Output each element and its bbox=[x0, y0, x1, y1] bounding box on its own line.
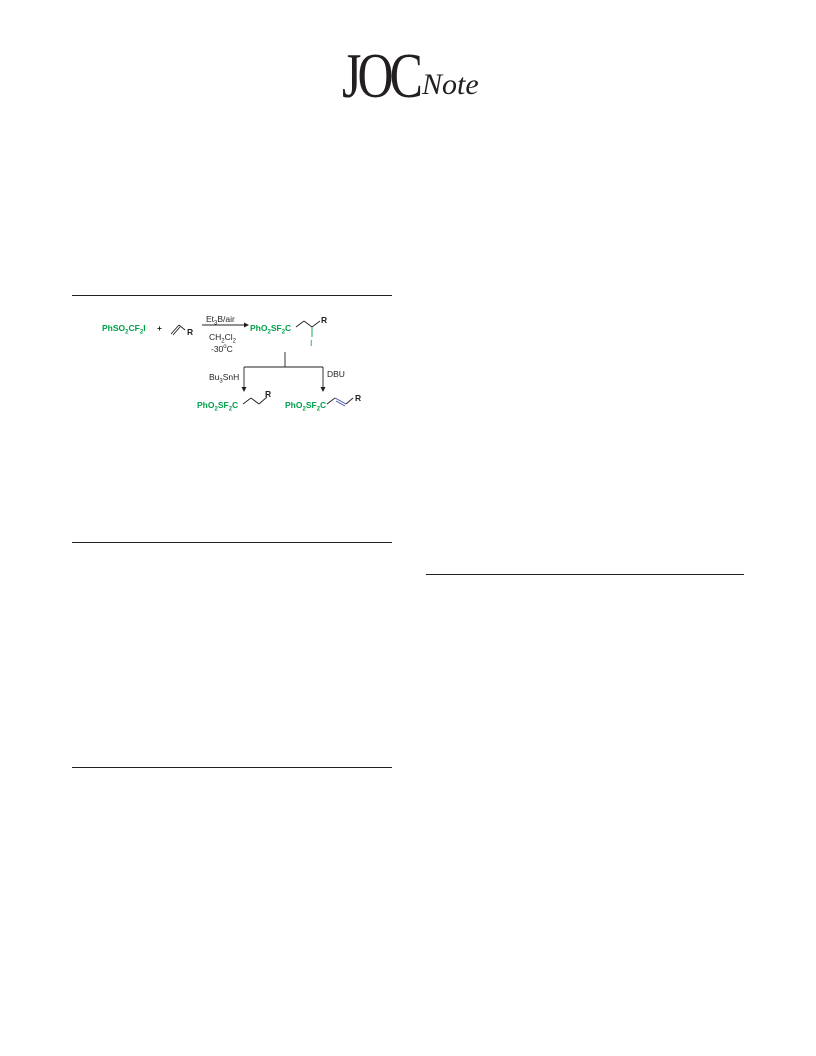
alkene-r-label: R bbox=[187, 327, 194, 337]
left-product-r-label: R bbox=[265, 389, 272, 399]
table-top-rule bbox=[72, 767, 392, 768]
adduct-iodine-label: I bbox=[310, 338, 313, 348]
adduct-r-label: R bbox=[321, 315, 328, 325]
condition-solvent: $CH_2Cl_2$ bbox=[209, 332, 236, 345]
condition-reagent: $Et_3B$/air bbox=[206, 314, 235, 327]
journal-logo: JOC bbox=[342, 40, 420, 111]
right-product-r-label: R bbox=[355, 393, 362, 403]
condition-temperature: -30$^o$C bbox=[211, 344, 233, 354]
right-branch-reagent: DBU bbox=[327, 369, 345, 379]
adduct-group: $PhO_2SF_2C$ bbox=[250, 323, 292, 336]
journal-header bbox=[336, 22, 486, 111]
right-column-rule bbox=[426, 574, 744, 575]
journal-section-label: Note bbox=[422, 68, 479, 101]
left-product-group: $PhO_2SF_2C$ bbox=[197, 400, 239, 413]
plus-sign: + bbox=[157, 323, 162, 333]
reaction-scheme bbox=[72, 300, 392, 430]
right-product-group: $PhO_2SF_2C$ bbox=[285, 400, 327, 413]
scheme-top-rule bbox=[72, 295, 392, 296]
left-branch-reagent: $Bu_3SnH$ bbox=[209, 372, 240, 385]
scheme-bottom-rule bbox=[72, 542, 392, 543]
reactant-sulfone: $PhSO_2CF_2I$ bbox=[102, 323, 146, 336]
